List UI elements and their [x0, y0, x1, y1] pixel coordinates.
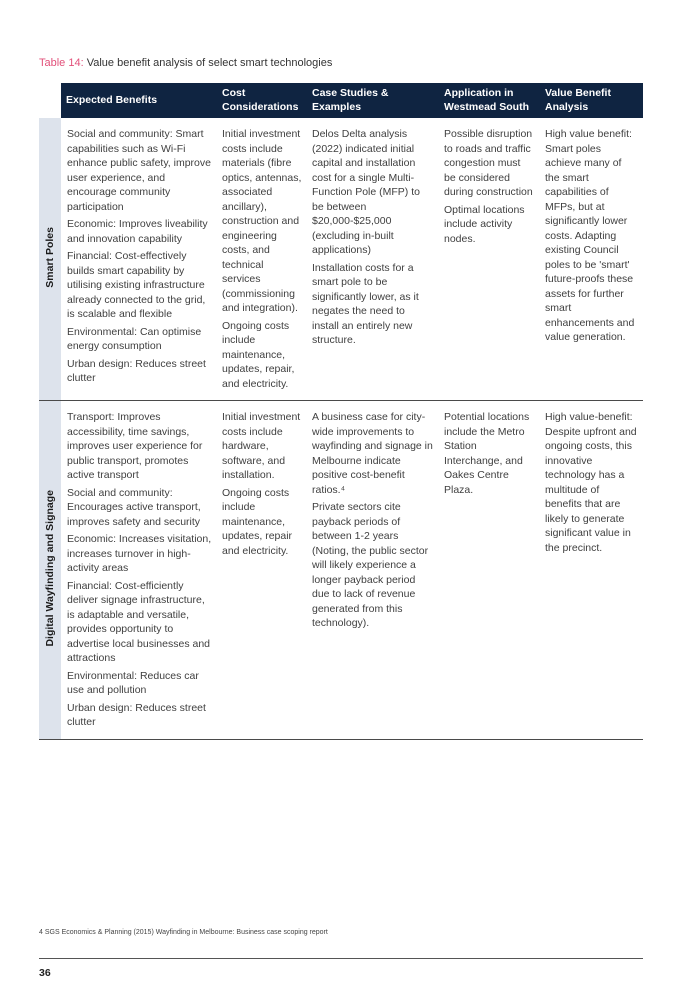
benefit-item: Urban design: Reduces street clutter: [67, 701, 206, 729]
header-application: Application in Westmead South: [439, 83, 540, 118]
footer-divider: [39, 958, 643, 959]
header-cost-considerations: Cost Considerations: [217, 83, 307, 118]
value-item: High value benefit: Smart poles achieve many of the smart capabilities of MFPs, but at significantly lower costs. Adapting existing Council poles to be 'smart' future-proofs these assets for further smart enhancements and value generation.: [545, 128, 635, 344]
header-corner: [39, 83, 61, 118]
cost-considerations-cell: [217, 118, 307, 401]
page-number: 36: [39, 967, 51, 979]
row-label-cell: [39, 401, 61, 740]
case-item: Installation costs for a smart pole to be significantly lower, as it negates the need to install an entirely new structure.: [312, 261, 419, 347]
benefit-item: Financial: Cost-efficiently deliver signage infrastructure, is adaptable and versatile, provides opportunity to advertise local businesses and attractions: [67, 579, 211, 665]
cost-item: Initial investment costs include materials (fibre optics, antennas, associated ancillary), construction and engineering costs, and technical services (commissioning and integration).: [222, 128, 302, 315]
value-item: High value-benefit: Despite upfront and ongoing costs, this innovative technology has a multitude of benefits that are likely to generate significant value in the precinct.: [545, 411, 637, 554]
case-studies-cell: [307, 118, 439, 401]
benefit-item: Urban design: Reduces street clutter: [67, 357, 206, 385]
benefit-item: Social and community: Encourages active transport, improves safety and security: [67, 486, 201, 528]
value-benefit-table: [39, 83, 643, 740]
row-label: Digital Wayfinding and Signage: [43, 489, 56, 647]
cost-item: Ongoing costs include maintenance, updates, repair, and electricity.: [222, 319, 295, 390]
benefit-item: Social and community: Smart capabilities such as Wi-Fi enhance public safety, improve user experience, and encourage community participation: [67, 128, 211, 213]
case-item: A business case for city-wide improvements to wayfinding and signage in Melbourne indicate positive cost-benefit ratios.⁴: [312, 411, 433, 496]
case-item: Private sectors cite payback periods of between 1-2 years (Noting, the public sector will likely experience a longer payback period due to lack of revenue generated from this technology).: [312, 501, 429, 630]
table-caption-text: Value benefit analysis of select smart technologies: [86, 57, 333, 69]
value-benefit-cell: [540, 118, 643, 401]
benefit-item: Environmental: Can optimise energy consumption: [67, 325, 202, 353]
application-cell: [439, 401, 540, 740]
application-item: Potential locations include the Metro Station Interchange, and Oakes Centre Plaza.: [444, 411, 530, 496]
value-benefit-cell: [540, 401, 643, 740]
benefit-item: Environmental: Reduces car use and pollution: [67, 669, 199, 697]
row-label-cell: [39, 118, 61, 401]
row-label: Smart Poles: [43, 226, 56, 288]
table-row-smart-poles: [39, 118, 643, 401]
case-studies-cell: [307, 401, 439, 740]
benefit-item: Transport: Improves accessibility, time savings, improves user experience for public transport, promotes active transport: [67, 411, 203, 482]
benefit-item: Economic: Increases visitation, increases turnover in high-activity areas: [67, 533, 212, 575]
table-caption: [39, 57, 332, 69]
header-expected-benefits: Expected Benefits: [61, 83, 217, 118]
benefit-item: Financial: Cost-effectively builds smart capability by utilising existing infrastructure already connected to the grid, is scalable and flexible: [67, 250, 206, 321]
benefit-item: Economic: Improves liveability and innovation capability: [67, 218, 208, 245]
footnote: 4 SGS Economics & Planning (2015) Wayfinding in Melbourne: Business case scoping report: [39, 929, 328, 936]
header-case-studies: Case Studies & Examples: [307, 83, 439, 118]
case-item: Delos Delta analysis (2022) indicated initial capital and installation cost for a single Multi-Function Pole (MFP) to be between $20,000-$25,000 (excluding in-built applications): [312, 128, 420, 257]
header-value-benefit: Value Benefit Analysis: [540, 83, 643, 118]
application-item: Optimal locations include activity nodes.: [444, 203, 525, 245]
cost-item: Ongoing costs include maintenance, updates, repair and electricity.: [222, 486, 293, 557]
cost-item: Initial investment costs include hardware, software, and installation.: [222, 411, 301, 482]
expected-benefits-cell: [61, 401, 217, 740]
application-item: Possible disruption to roads and traffic congestion must be considered during construction: [444, 128, 533, 199]
cost-considerations-cell: [217, 401, 307, 740]
table-header-row: [39, 83, 643, 118]
expected-benefits-cell: [61, 118, 217, 401]
application-cell: [439, 118, 540, 401]
table-caption-label: Table 14:: [39, 57, 84, 69]
table-row-digital-wayfinding: [39, 401, 643, 740]
